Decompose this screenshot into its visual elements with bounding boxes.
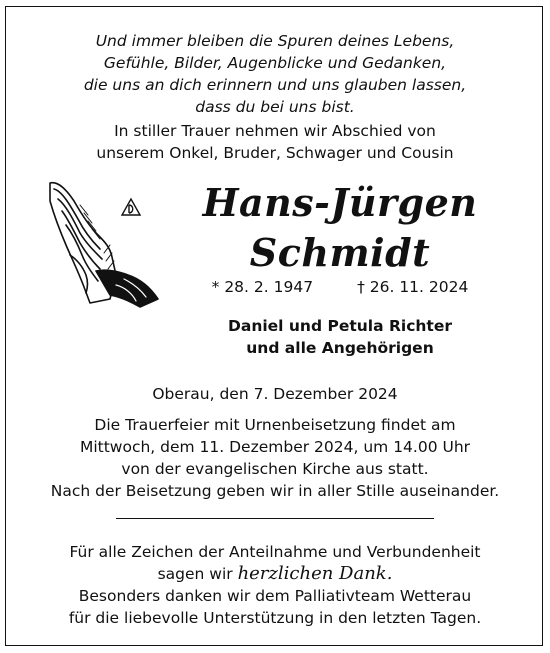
mourners-line: Daniel und Petula Richter — [228, 317, 452, 335]
thanks-text — [0, 541, 550, 629]
mourners-line: und alle Angehörigen — [246, 339, 434, 357]
thanks-script: herzlichen Dank. — [237, 563, 393, 584]
service-info — [0, 414, 550, 502]
thanks-line — [0, 563, 550, 585]
monogram-icon — [122, 199, 140, 215]
mourners — [170, 315, 510, 359]
life-dates — [170, 278, 510, 296]
divider — [116, 518, 434, 519]
place-and-date: Oberau, den 7. Dezember 2024 — [152, 385, 398, 403]
birth-date: * 28. 2. 1947 — [211, 278, 314, 296]
poem-line: dass du bei uns bist. — [195, 98, 355, 116]
poem-line: die uns an dich erinnern und uns glauben lassen, — [83, 76, 467, 94]
intro-text — [0, 120, 550, 164]
service-line: von der evangelischen Kirche aus statt. — [121, 460, 429, 478]
praying-hands-icon — [40, 175, 170, 310]
service-line: Nach der Beisetzung geben wir in aller Stille auseinander. — [50, 482, 500, 500]
intro-line: In stiller Trauer nehmen wir Abschied von — [114, 122, 436, 140]
thanks-line: Für alle Zeichen der Anteilnahme und Verbundenheit — [69, 543, 481, 561]
thanks-prefix: sagen wir — [157, 565, 233, 583]
deceased-last-name: Schmidt — [249, 230, 431, 275]
deceased-name — [170, 178, 510, 278]
poem — [0, 30, 550, 118]
thanks-line: für die liebevolle Unterstützung in den letzten Tagen. — [68, 609, 482, 627]
death-date: † 26. 11. 2024 — [357, 278, 469, 296]
thanks-line: Besonders danken wir dem Palliativteam Wetterau — [78, 587, 472, 605]
intro-line: unserem Onkel, Bruder, Schwager und Cousin — [96, 144, 454, 162]
deceased-first-name: Hans-Jürgen — [202, 180, 478, 225]
poem-line: Gefühle, Bilder, Augenblicke und Gedanken, — [103, 54, 447, 72]
service-line: Mittwoch, dem 11. Dezember 2024, um 14.00 Uhr — [79, 438, 471, 456]
service-line: Die Trauerfeier mit Urnenbeisetzung findet am — [94, 416, 456, 434]
poem-line: Und immer bleiben die Spuren deines Lebens, — [95, 32, 455, 50]
